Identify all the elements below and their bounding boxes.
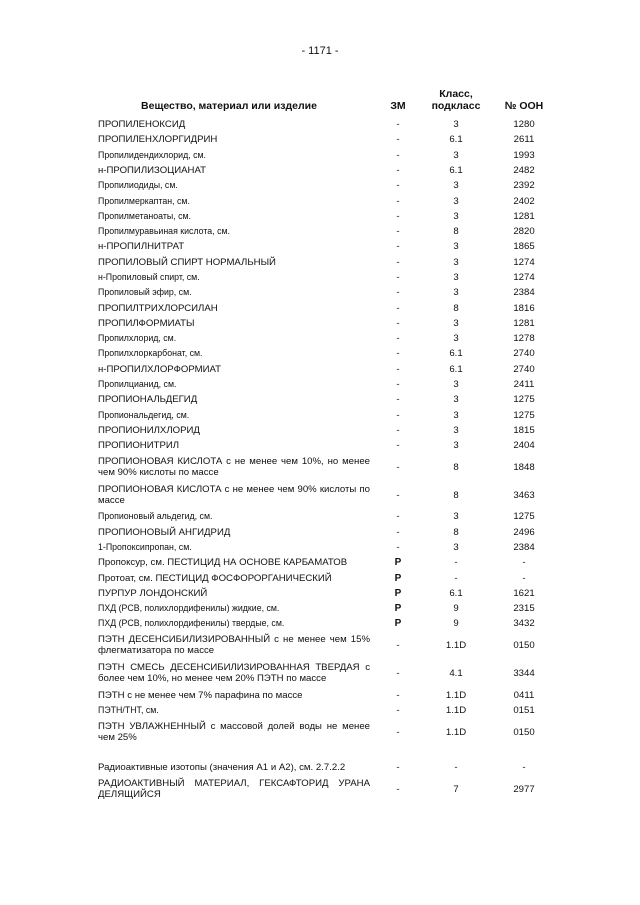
un-number: 2392 — [513, 180, 535, 192]
class-value: 1.1D — [445, 726, 467, 738]
table-row — [96, 481, 556, 509]
zm-value: - — [396, 409, 400, 421]
class-value: 6.1 — [449, 348, 463, 360]
substance-name: РАДИОАКТИВНЫЙ МАТЕРИАЛ, ГЕКСАФТОРИД УРАНА ДЕЛЯЩИЙСЯ — [98, 778, 370, 801]
substance-name: ПРОПИЛФОРМИАТЫ — [98, 317, 195, 329]
substance-name: н-Пропиловый спирт, см. — [98, 272, 200, 282]
zm-value: - — [396, 149, 400, 161]
zm-value: - — [396, 511, 400, 523]
class-value: 3 — [453, 241, 459, 253]
table-body — [96, 117, 556, 803]
un-number: 1275 — [513, 409, 535, 421]
substance-name: ПРОПИЛОВЫЙ СПИРТ НОРМАЛЬНЫЙ — [98, 256, 276, 268]
table-row — [96, 703, 556, 718]
zm-value: - — [396, 134, 400, 146]
zm-value: - — [396, 119, 400, 131]
substance-name: 1-Пропоксипропан, см. — [98, 541, 192, 552]
class-value: 3 — [453, 317, 459, 329]
un-number: 1865 — [513, 241, 535, 253]
class-value: 8 — [453, 489, 459, 501]
class-value: 3 — [453, 195, 459, 207]
zm-value: - — [396, 639, 400, 651]
class-value: 1.1D — [445, 689, 467, 701]
substance-name: Пропилмеркаптан, см. — [98, 195, 190, 206]
un-number: 0151 — [513, 704, 535, 716]
un-number: - — [522, 557, 526, 569]
zm-value: - — [396, 195, 400, 207]
header-zm: ЗМ — [390, 100, 406, 112]
class-value: - — [454, 572, 458, 584]
zm-value: - — [396, 489, 400, 501]
zm-value: - — [396, 461, 400, 473]
class-value: 3 — [453, 511, 459, 523]
un-number: 1281 — [513, 317, 535, 329]
zm-value: - — [396, 333, 400, 345]
zm-value: - — [396, 394, 400, 406]
un-number: 1275 — [513, 394, 535, 406]
zm-value: - — [396, 210, 400, 222]
table-row — [96, 555, 556, 570]
table-row — [96, 224, 556, 239]
class-value: 1.1D — [445, 639, 467, 651]
substance-name: Радиоактивные изотопы (значения A1 и A2), см. 2.7.2.2 — [98, 762, 346, 773]
zm-value: - — [396, 363, 400, 375]
dangerous-goods-table — [96, 88, 556, 803]
class-value: - — [454, 557, 458, 569]
substance-name: ПРОПИОНОВАЯ КИСЛОТА с не менее чем 10%, но менее чем 90% кислоты по массе — [98, 456, 370, 479]
zm-value: - — [396, 440, 400, 452]
zm-value: - — [396, 424, 400, 436]
table-header-row — [96, 88, 556, 117]
zm-value: - — [396, 378, 400, 390]
un-number: 2404 — [513, 440, 535, 452]
un-number: 2740 — [513, 363, 535, 375]
un-number: 3344 — [513, 667, 535, 679]
table-row — [96, 631, 556, 659]
class-value: 3 — [453, 256, 459, 268]
class-value: 3 — [453, 210, 459, 222]
un-number: 1278 — [513, 333, 535, 345]
table-row — [96, 423, 556, 438]
table-row — [96, 346, 556, 361]
class-value: - — [454, 762, 458, 773]
table-row — [96, 178, 556, 193]
table-row — [96, 316, 556, 331]
class-value: 8 — [453, 461, 459, 473]
substance-name: ПЭТН с не менее чем 7% парафина по массе — [98, 689, 303, 701]
substance-name: ПРОПИОНИТРИЛ — [98, 440, 180, 452]
zm-value: - — [396, 704, 400, 716]
substance-name: ПРОПИЛТРИХЛОРСИЛАН — [98, 302, 218, 314]
page-number: - 1171 - — [301, 45, 339, 57]
header-class: Класс, подкласс — [431, 88, 481, 112]
class-value: 9 — [453, 618, 459, 630]
zm-value: P — [394, 587, 402, 599]
class-value: 8 — [453, 226, 459, 238]
table-row — [96, 601, 556, 616]
class-value: 3 — [453, 180, 459, 192]
substance-name: Пропилхлорид, см. — [98, 333, 177, 344]
zm-value: - — [396, 256, 400, 268]
un-number: 2611 — [513, 134, 535, 146]
zm-value: - — [396, 317, 400, 329]
un-number: 0150 — [513, 726, 535, 738]
class-value: 3 — [453, 287, 459, 299]
table-row — [96, 746, 556, 775]
substance-name: ПХД (PCB, полихлордифенилы) жидкие, см. — [98, 603, 280, 614]
un-number: 1274 — [513, 256, 535, 268]
substance-name: ПЭТН СМЕСЬ ДЕСЕНСИБИЛИЗИРОВАННАЯ ТВЕРДАЯ с более чем 10%, но менее чем 20% ПЭТН по массе — [98, 662, 370, 685]
class-value: 8 — [453, 302, 459, 314]
class-value: 1.1D — [445, 704, 467, 716]
substance-name: Пропилиодиды, см. — [98, 180, 178, 191]
table-row — [96, 453, 556, 481]
class-value: 3 — [453, 378, 459, 390]
table-row — [96, 362, 556, 377]
un-number: 1621 — [513, 587, 535, 599]
substance-name: Пропилметаноаты, см. — [98, 210, 191, 221]
class-value: 3 — [453, 119, 459, 131]
zm-value: - — [396, 348, 400, 360]
substance-name: ПУРПУР ЛОНДОНСКИЙ — [98, 587, 208, 599]
un-number: 3463 — [513, 489, 535, 501]
class-value: 6.1 — [449, 587, 463, 599]
zm-value: P — [394, 603, 402, 615]
table-row — [96, 687, 556, 702]
table-row — [96, 377, 556, 392]
class-value: 6.1 — [449, 363, 463, 375]
un-number: 2384 — [513, 287, 535, 299]
substance-name: ПРОПИЛЕНХЛОРГИДРИН — [98, 134, 218, 146]
substance-name: Пропилцианид, см. — [98, 378, 177, 389]
class-value: 9 — [453, 603, 459, 615]
table-row — [96, 524, 556, 539]
zm-value: P — [394, 618, 402, 630]
substance-name: н-ПРОПИЛИЗОЦИАНАТ — [98, 165, 206, 177]
table-row — [96, 392, 556, 407]
un-number: 3432 — [513, 618, 535, 630]
zm-value: - — [396, 287, 400, 299]
class-value: 3 — [453, 541, 459, 553]
table-row — [96, 285, 556, 300]
header-name: Вещество, материал или изделие — [141, 100, 317, 112]
substance-name: Пропилхлоркарбонат, см. — [98, 348, 203, 359]
table-row — [96, 193, 556, 208]
un-number: 1848 — [513, 461, 535, 473]
header-un-number: № ООН — [504, 100, 544, 112]
substance-name: Протоат, см. ПЕСТИЦИД ФОСФОРОРГАНИЧЕСКИЙ — [98, 572, 332, 584]
substance-name: Пропилмуравьиная кислота, см. — [98, 226, 230, 237]
substance-name: ПЭТН/ТНТ, см. — [98, 704, 159, 715]
substance-name: ПРОПИОНАЛЬДЕГИД — [98, 394, 198, 406]
class-value: 3 — [453, 409, 459, 421]
table-row — [96, 255, 556, 270]
class-value: 3 — [453, 149, 459, 161]
table-row — [96, 300, 556, 315]
un-number: 1816 — [513, 302, 535, 314]
table-row — [96, 270, 556, 285]
zm-value: - — [396, 783, 400, 795]
substance-name: ПРОПИОНИЛХЛОРИД — [98, 424, 200, 436]
substance-name: н-ПРОПИЛНИТРАТ — [98, 241, 185, 253]
un-number: 2820 — [513, 226, 535, 238]
substance-name: ПРОПИОНОВЫЙ АНГИДРИД — [98, 526, 231, 538]
substance-name: ПРОПИОНОВАЯ КИСЛОТА с не менее чем 90% кислоты по массе — [98, 484, 370, 507]
table-row — [96, 163, 556, 178]
un-number: 2496 — [513, 526, 535, 538]
un-number: - — [522, 572, 526, 584]
table-row — [96, 616, 556, 631]
zm-value: - — [396, 667, 400, 679]
un-number: 1275 — [513, 511, 535, 523]
zm-value: - — [396, 241, 400, 253]
zm-value: - — [396, 762, 400, 773]
table-row — [96, 659, 556, 687]
class-value: 7 — [453, 783, 459, 795]
class-value: 6.1 — [449, 165, 463, 177]
substance-name: ПРОПИЛЕНОКСИД — [98, 119, 186, 131]
substance-name: н-ПРОПИЛХЛОРФОРМИАТ — [98, 363, 222, 375]
table-row — [96, 209, 556, 224]
substance-name: ПХД (PCB, полихлордифенилы) твердые, см. — [98, 618, 285, 629]
un-number: 2411 — [513, 378, 535, 390]
substance-name: ПЭТН УВЛАЖНЕННЫЙ с массовой долей воды не менее чем 25% — [98, 721, 370, 743]
zm-value: - — [396, 302, 400, 314]
class-value: 4.1 — [449, 667, 463, 679]
class-value: 8 — [453, 526, 459, 538]
table-row — [96, 438, 556, 453]
substance-name: ПЭТН ДЕСЕНСИБИЛИЗИРОВАННЫЙ с не менее чем 15% флегматизатора по массе — [98, 634, 370, 657]
zm-value: - — [396, 726, 400, 738]
table-row — [96, 570, 556, 585]
class-value: 6.1 — [449, 134, 463, 146]
un-number: 2384 — [513, 541, 535, 553]
zm-value: - — [396, 272, 400, 283]
un-number: 2977 — [513, 783, 535, 795]
zm-value: - — [396, 541, 400, 553]
un-number: 1281 — [513, 210, 535, 222]
un-number: 1280 — [513, 119, 535, 131]
substance-name: Пропиональдегид, см. — [98, 409, 190, 420]
substance-name: Пропиловый эфир, см. — [98, 287, 192, 298]
zm-value: - — [396, 180, 400, 192]
table-row — [96, 117, 556, 132]
zm-value: P — [394, 572, 402, 584]
un-number: 2315 — [513, 603, 535, 615]
table-row — [96, 331, 556, 346]
un-number: 1993 — [513, 149, 535, 161]
un-number: 2740 — [513, 348, 535, 360]
class-value: 3 — [453, 394, 459, 406]
un-number: - — [522, 762, 526, 773]
un-number: 1815 — [513, 424, 535, 436]
table-row — [96, 132, 556, 147]
substance-name: Пропилидендихлорид, см. — [98, 149, 207, 160]
un-number: 1274 — [513, 272, 535, 283]
class-value: 3 — [453, 440, 459, 452]
table-row — [96, 540, 556, 555]
table-row — [96, 775, 556, 803]
substance-name: Пропоксур, см. ПЕСТИЦИД НА ОСНОВЕ КАРБАМАТОВ — [98, 557, 348, 569]
zm-value: - — [396, 226, 400, 238]
table-row — [96, 586, 556, 601]
zm-value: - — [396, 689, 400, 701]
table-row — [96, 407, 556, 422]
un-number: 0411 — [513, 689, 535, 701]
un-number: 2402 — [513, 195, 535, 207]
class-value: 3 — [453, 272, 459, 283]
substance-name: Пропионовый альдегид, см. — [98, 511, 213, 522]
table-row — [96, 239, 556, 254]
zm-value: P — [394, 557, 402, 569]
class-value: 3 — [453, 333, 459, 345]
class-value: 3 — [453, 424, 459, 436]
table-row — [96, 148, 556, 163]
table-row — [96, 718, 556, 746]
zm-value: - — [396, 526, 400, 538]
un-number: 2482 — [513, 165, 535, 177]
table-row — [96, 509, 556, 524]
zm-value: - — [396, 165, 400, 177]
un-number: 0150 — [513, 639, 535, 651]
